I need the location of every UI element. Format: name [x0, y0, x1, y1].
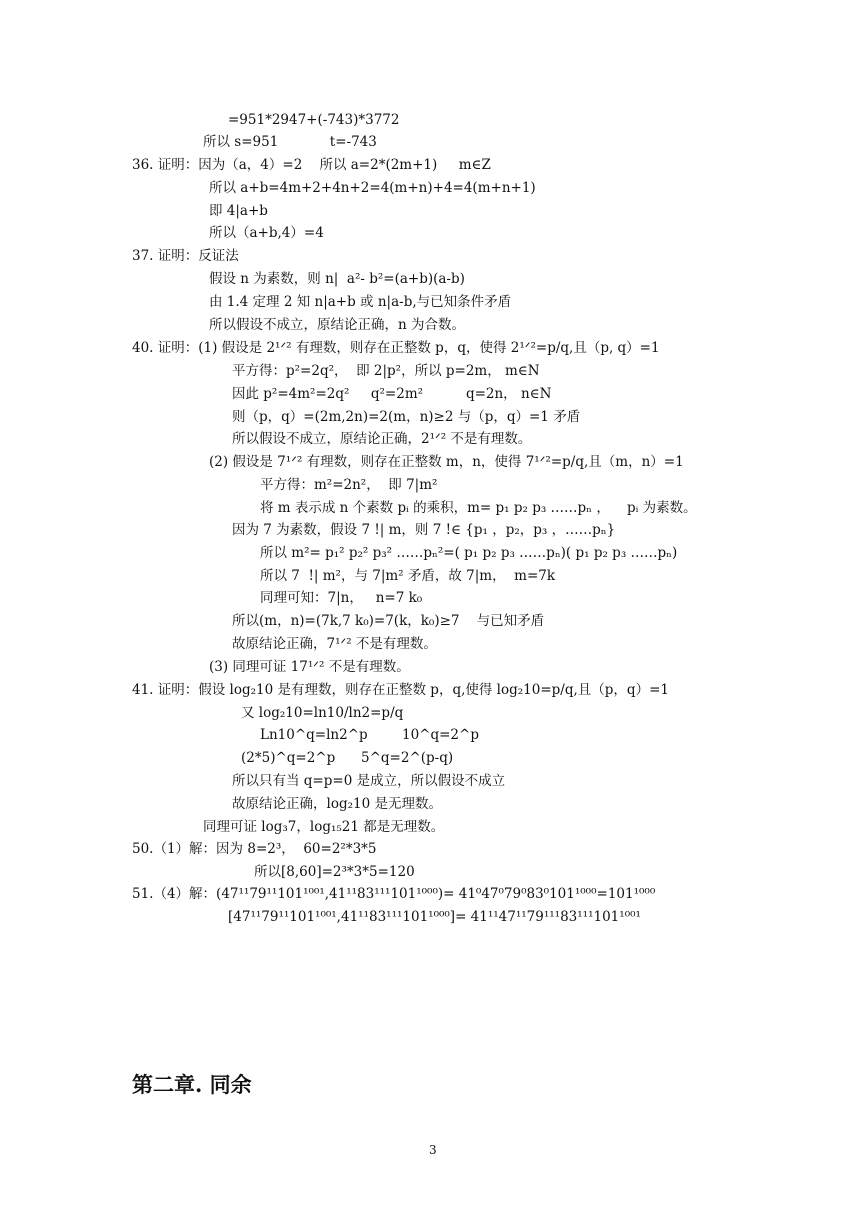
- text-line: 41. 证明：假设 log₂10 是有理数，则存在正整数 p，q,使得 log₂10=p/q,且（p，q）=1: [132, 682, 669, 698]
- text-line: 又 log₂10=ln10/ln2=p/q: [241, 705, 404, 721]
- text-line: 则（p，q）=(2m,2n)=2(m，n)≥2 与（p，q）=1 矛盾: [232, 409, 581, 425]
- text-line: 同理可知：7|n， n=7 k₀: [260, 590, 423, 606]
- text-line: (2) 假设是 7¹ᐟ² 有理数，则存在正整数 m，n，使得 7¹ᐟ²=p/q,且（m，n）=1: [209, 454, 684, 470]
- text-line: 平方得：m²=2n²， 即 7|m²: [260, 477, 438, 493]
- text-line: 因此 p²=4m²=2q² q²=2m² q=2n， n∈N: [232, 386, 552, 402]
- text-line: 36. 证明：因为（a，4）=2 所以 a=2*(2m+1) m∈Z: [132, 157, 491, 173]
- text-line: 50.（1）解：因为 8=2³， 60=2²*3*5: [132, 841, 377, 857]
- text-line: 因为 7 为素数，假设 7 !| m，则 7 !∈ {p₁ ，p₂，p₃ ，……pₙ}: [232, 522, 616, 538]
- text-line: 所以 7 !| m²，与 7|m² 矛盾，故 7|m， m=7k: [260, 568, 556, 584]
- text-line: 所以（a+b,4）=4: [209, 225, 324, 241]
- text-line: 所以假设不成立，原结论正确，n 为合数。: [209, 317, 465, 333]
- text-line: 所以(m，n)=(7k,7 k₀)=7(k，k₀)≥7 与已知矛盾: [232, 613, 545, 629]
- text-line: 假设 n 为素数，则 n| a²- b²=(a+b)(a-b): [209, 271, 465, 287]
- text-line: 故原结论正确，log₂10 是无理数。: [232, 796, 442, 812]
- text-line: (3) 同理可证 17¹ᐟ² 不是有理数。: [209, 659, 410, 675]
- text-line: 同理可证 log₃7，log₁₅21 都是无理数。: [203, 819, 445, 835]
- text-line: 即 4|a+b: [209, 203, 268, 219]
- text-line: (2*5)^q=2^p 5^q=2^(p-q): [241, 750, 454, 766]
- text-line: 所以[8,60]=2³*3*5=120: [254, 864, 415, 880]
- text-line: 所以假设不成立，原结论正确，2¹ᐟ² 不是有理数。: [232, 431, 532, 447]
- text-line: Ln10^q=ln2^p 10^q=2^p: [260, 727, 479, 743]
- text-line: =951*2947+(-743)*3772: [228, 112, 400, 128]
- text-line: 所以 a+b=4m+2+4n+2=4(m+n)+4=4(m+n+1): [209, 180, 536, 196]
- text-line: 故原结论正确，7¹ᐟ² 不是有理数。: [232, 636, 437, 652]
- text-line: 51.（4）解：(47¹¹79¹¹101¹⁰⁰¹,41¹¹83¹¹¹101¹⁰⁰⁰)= 41⁰47⁰79⁰83⁰101¹⁰⁰⁰=101¹⁰⁰⁰: [132, 886, 656, 902]
- text-line: 将 m 表示成 n 个素数 pᵢ 的乘积，m= p₁ p₂ p₃ ……pₙ ， pᵢ 为素数。: [260, 500, 697, 516]
- text-line: 所以 s=951 t=-743: [203, 134, 377, 150]
- text-line: 所以 m²= p₁² p₂² p₃² ……pₙ²=( p₁ p₂ p₃ ……pₙ)( p₁ p₂ p₃ ……pₙ): [260, 545, 678, 561]
- text-line: [47¹¹79¹¹101¹⁰⁰¹,41¹¹83¹¹¹101¹⁰⁰⁰]= 41¹¹47¹¹79¹¹¹83¹¹¹101¹⁰⁰¹: [228, 909, 641, 925]
- text-line: 平方得：p²=2q²， 即 2|p²，所以 p=2m， m∈N: [232, 363, 540, 379]
- text-line: 40. 证明：(1) 假设是 2¹ᐟ² 有理数，则存在正整数 p，q，使得 2¹ᐟ²=p/q,且（p, q）=1: [132, 340, 660, 356]
- page-number: 3: [429, 1143, 437, 1157]
- text-line: 37. 证明：反证法: [132, 248, 239, 264]
- text-line: 由 1.4 定理 2 知 n|a+b 或 n|a-b,与已知条件矛盾: [209, 294, 512, 310]
- chapter-heading: 第二章. 同余: [132, 1072, 252, 1097]
- text-line: 所以只有当 q=p=0 是成立，所以假设不成立: [232, 773, 506, 789]
